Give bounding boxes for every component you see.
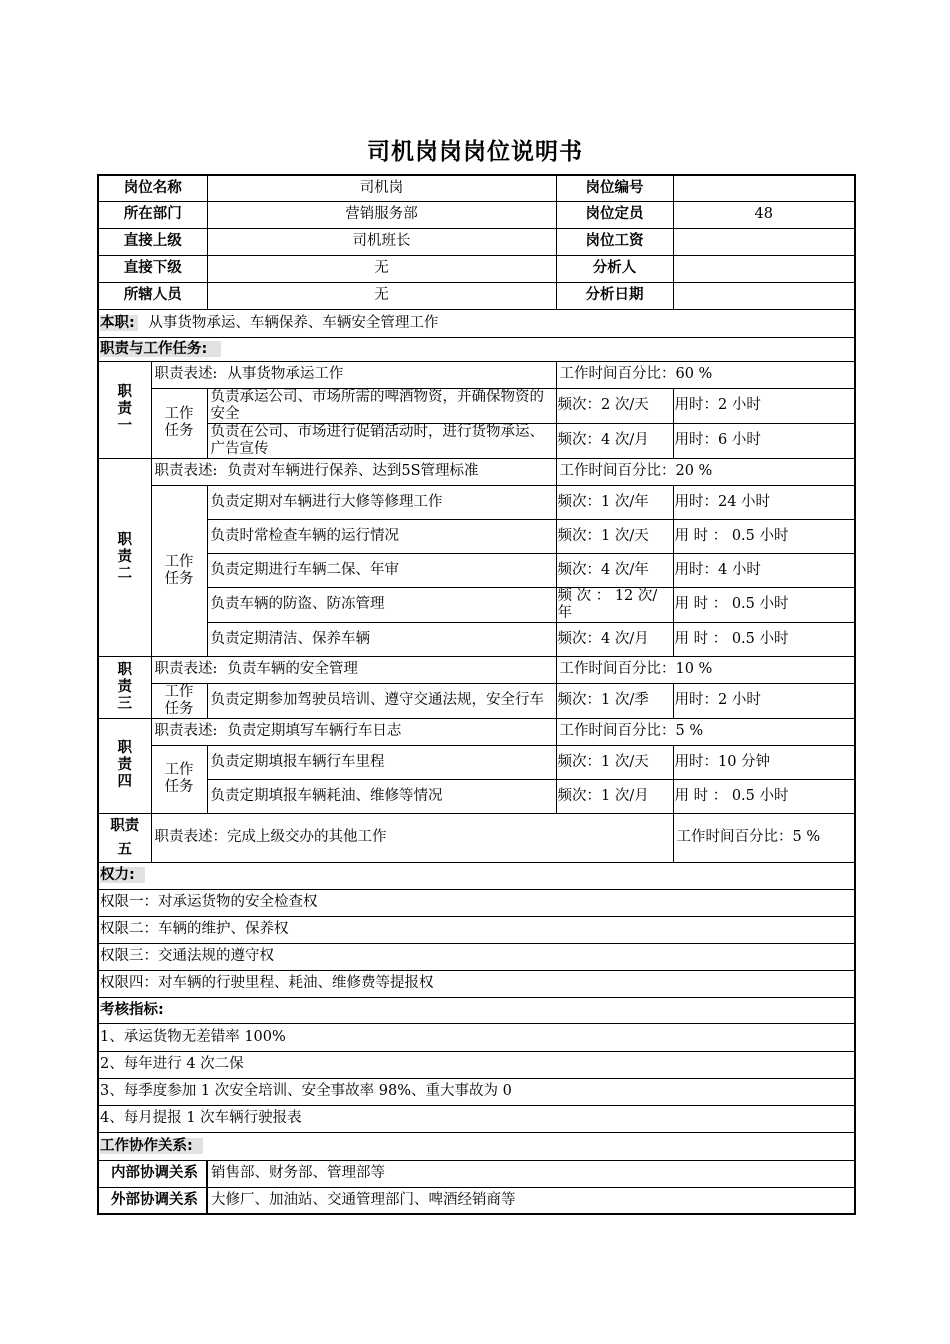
task-hours: 用时：2 小时 xyxy=(673,683,855,718)
task-freq: 频次：2 次/天 xyxy=(556,388,673,423)
duties-header-row xyxy=(98,337,855,361)
task-text: 负责定期进行车辆二保、年审 xyxy=(207,553,556,587)
task-hours: 用时：4 小时 xyxy=(673,553,855,587)
power-item: 权限四：对车辆的行驶里程、耗油、维修费等提报权 xyxy=(98,970,855,997)
duty-pct: 工作时间百分比：10 % xyxy=(556,656,855,683)
label-staff: 所辖人员 xyxy=(98,282,207,309)
value-subordinate: 无 xyxy=(207,255,556,282)
external-value: 大修厂、加油站、交通管理部门、啤酒经销商等 xyxy=(207,1187,855,1214)
task-freq: 频次：1 次/天 xyxy=(556,745,673,779)
basic-row xyxy=(98,228,855,255)
task-text: 负责时常检查车辆的运行情况 xyxy=(207,519,556,553)
label-position-name: 岗位名称 xyxy=(98,175,207,201)
duty-row xyxy=(98,718,855,745)
basic-row xyxy=(98,175,855,201)
kpi-item: 3、每季度参加 1 次安全培训、安全事故率 98%、重大事故为 0 xyxy=(98,1078,855,1105)
internal-value: 销售部、财务部、管理部等 xyxy=(207,1160,855,1187)
task-freq: 频次：1 次/天 xyxy=(556,519,673,553)
duty-name: 职 责 二 xyxy=(98,458,151,656)
duty-pct: 工作时间百分比：5 % xyxy=(556,718,855,745)
duty-desc: 职责表述: 负责定期填写车辆行车日志 xyxy=(151,718,556,745)
task-row xyxy=(98,587,855,622)
task-row xyxy=(98,519,855,553)
task-row xyxy=(98,683,855,718)
job-description-table xyxy=(97,174,856,1215)
kpi-item: 2、每年进行 4 次二保 xyxy=(98,1051,855,1078)
duty-pct: 工作时间百分比：20 % xyxy=(556,458,855,485)
task-row xyxy=(98,779,855,813)
task-row xyxy=(98,423,855,458)
power-row xyxy=(98,943,855,970)
task-hours: 用时：6 小时 xyxy=(673,423,855,458)
label-headcount: 岗位定员 xyxy=(556,201,673,228)
relation-row xyxy=(98,1160,855,1187)
value-headcount: 48 xyxy=(673,201,855,228)
duty-row xyxy=(98,813,855,862)
kpi-header: 考核指标: xyxy=(100,1001,164,1018)
power-item: 权限三：交通法规的遵守权 xyxy=(98,943,855,970)
main-duty-label: 本职: xyxy=(100,315,138,331)
task-row xyxy=(98,553,855,587)
value-analysis-date xyxy=(673,282,855,309)
duty-name: 职 责 三 xyxy=(98,656,151,718)
main-duty-row xyxy=(98,309,855,337)
duty-name: 职责 五 xyxy=(98,813,151,862)
task-freq: 频 次 ： 12 次/年 xyxy=(556,587,673,622)
task-text: 负责定期填报车辆耗油、维修等情况 xyxy=(207,779,556,813)
power-item: 权限一：对承运货物的安全检查权 xyxy=(98,889,855,916)
powers-header: 权力: xyxy=(100,867,145,883)
label-superior: 直接上级 xyxy=(98,228,207,255)
duty-pct: 工作时间百分比：5 % xyxy=(673,813,855,862)
task-text: 负责车辆的防盗、防冻管理 xyxy=(207,587,556,622)
task-text: 负责定期清洁、保养车辆 xyxy=(207,622,556,656)
relations-header-row xyxy=(98,1132,855,1160)
task-row xyxy=(98,745,855,779)
power-row xyxy=(98,916,855,943)
basic-row xyxy=(98,255,855,282)
task-label: 工作任务 xyxy=(151,745,207,813)
kpi-row xyxy=(98,1105,855,1132)
kpi-row xyxy=(98,1023,855,1051)
task-hours: 用 时 ： 0.5 小时 xyxy=(673,622,855,656)
task-hours: 用 时 ： 0.5 小时 xyxy=(673,587,855,622)
duties-header: 职责与工作任务: xyxy=(100,341,221,357)
internal-label: 内部协调关系 xyxy=(98,1160,207,1187)
value-analyst xyxy=(673,255,855,282)
task-text: 负责承运公司、市场所需的啤酒物资，并确保物资的安全 xyxy=(207,388,556,423)
label-analysis-date: 分析日期 xyxy=(556,282,673,309)
duty-desc: 职责表述: 从事货物承运工作 xyxy=(151,361,556,388)
task-freq: 频次：4 次/月 xyxy=(556,622,673,656)
task-hours: 用 时 ： 0.5 小时 xyxy=(673,779,855,813)
external-label: 外部协调关系 xyxy=(98,1187,207,1214)
powers-header-row xyxy=(98,862,855,889)
label-subordinate: 直接下级 xyxy=(98,255,207,282)
task-hours: 用时：24 小时 xyxy=(673,485,855,519)
task-label: 工作任务 xyxy=(151,485,207,656)
duty-desc: 职责表述: 负责车辆的安全管理 xyxy=(151,656,556,683)
duty-name: 职 责 一 xyxy=(98,361,151,458)
value-position-name: 司机岗 xyxy=(207,175,556,201)
power-item: 权限二：车辆的维护、保养权 xyxy=(98,916,855,943)
basic-row xyxy=(98,282,855,309)
kpi-row xyxy=(98,1078,855,1105)
task-text: 负责定期参加驾驶员培训、遵守交通法规，安全行车 xyxy=(207,683,556,718)
task-label: 工作任务 xyxy=(151,388,207,458)
duty-desc: 职责表述: 负责对车辆进行保养、达到5S管理标准 xyxy=(151,458,556,485)
task-text: 负责定期填报车辆行车里程 xyxy=(207,745,556,779)
kpi-item: 4、每月提报 1 次车辆行驶报表 xyxy=(98,1105,855,1132)
task-freq: 频次：4 次/月 xyxy=(556,423,673,458)
value-superior: 司机班长 xyxy=(207,228,556,255)
label-analyst: 分析人 xyxy=(556,255,673,282)
value-department: 营销服务部 xyxy=(207,201,556,228)
kpi-header-row xyxy=(98,997,855,1023)
relations-header: 工作协作关系: xyxy=(100,1138,203,1154)
duty-row xyxy=(98,458,855,485)
page-title: 司机岗岗岗位说明书 xyxy=(367,139,583,165)
task-freq: 频次：4 次/年 xyxy=(556,553,673,587)
task-hours: 用时：2 小时 xyxy=(673,388,855,423)
power-row xyxy=(98,889,855,916)
duty-row xyxy=(98,361,855,388)
task-freq: 频次：1 次/季 xyxy=(556,683,673,718)
value-position-no xyxy=(673,175,855,201)
duty-row xyxy=(98,656,855,683)
task-freq: 频次：1 次/年 xyxy=(556,485,673,519)
task-hours: 用时：10 分钟 xyxy=(673,745,855,779)
label-salary: 岗位工资 xyxy=(556,228,673,255)
power-row xyxy=(98,970,855,997)
value-salary xyxy=(673,228,855,255)
main-duty-text: 从事货物承运、车辆保养、车辆安全管理工作 xyxy=(148,314,439,331)
relation-row xyxy=(98,1187,855,1214)
label-department: 所在部门 xyxy=(98,201,207,228)
task-text: 负责在公司、市场进行促销活动时，进行货物承运、广告宣传 xyxy=(207,423,556,458)
task-row xyxy=(98,485,855,519)
duty-pct: 工作时间百分比：60 % xyxy=(556,361,855,388)
task-label: 工作任务 xyxy=(151,683,207,718)
task-row xyxy=(98,388,855,423)
kpi-item: 1、承运货物无差错率 100% xyxy=(98,1023,855,1051)
duty-desc: 职责表述：完成上级交办的其他工作 xyxy=(151,813,673,862)
task-row xyxy=(98,622,855,656)
task-hours: 用 时 ： 0.5 小时 xyxy=(673,519,855,553)
task-freq: 频次：1 次/月 xyxy=(556,779,673,813)
value-staff: 无 xyxy=(207,282,556,309)
task-text: 负责定期对车辆进行大修等修理工作 xyxy=(207,485,556,519)
duty-name: 职 责 四 xyxy=(98,718,151,813)
basic-row xyxy=(98,201,855,228)
label-position-no: 岗位编号 xyxy=(556,175,673,201)
kpi-row xyxy=(98,1051,855,1078)
